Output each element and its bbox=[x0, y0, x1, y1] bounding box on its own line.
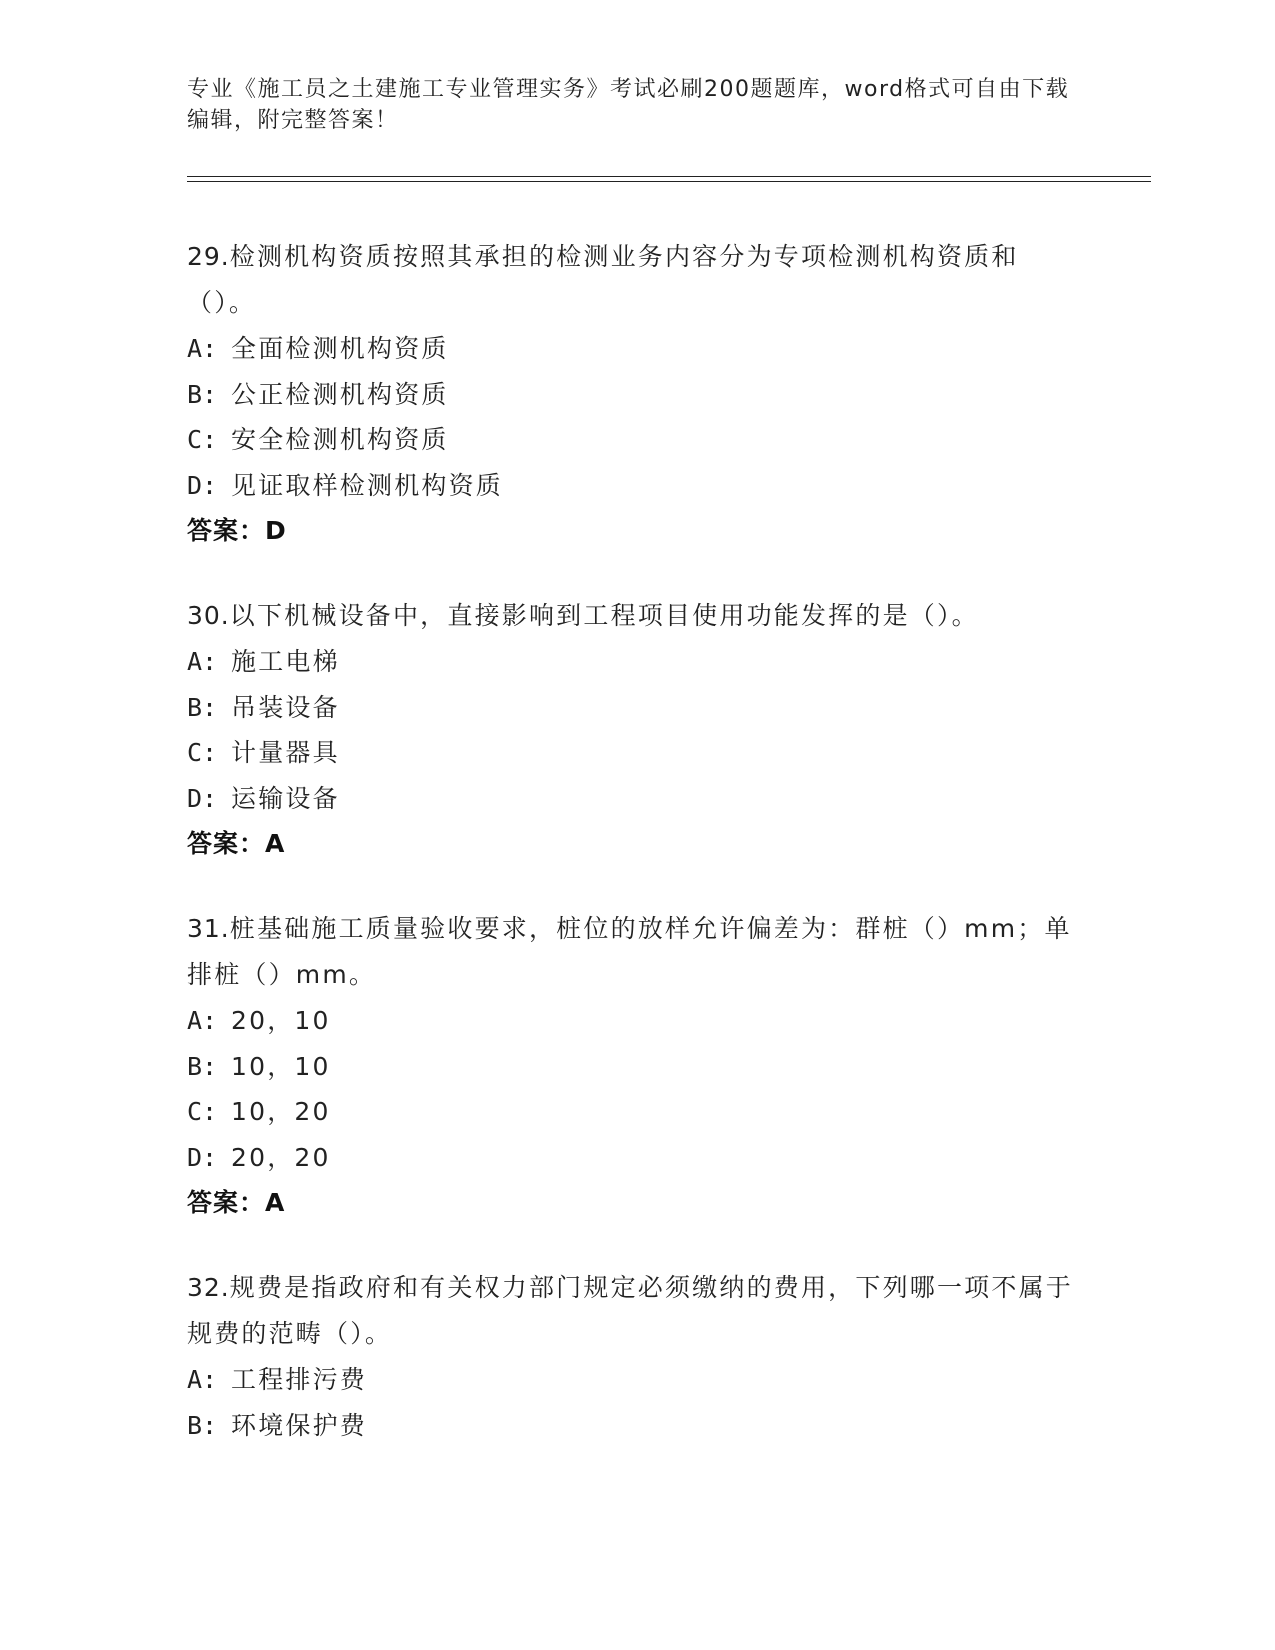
option-letter: C: bbox=[187, 1097, 218, 1126]
option-a bbox=[187, 998, 1087, 1044]
option-text: 吊装设备 bbox=[231, 692, 340, 722]
option-text: 环境保护费 bbox=[231, 1410, 368, 1440]
question-number: 31. bbox=[187, 914, 230, 943]
option-a bbox=[187, 326, 1087, 372]
option-text: 计量器具 bbox=[231, 738, 340, 767]
header-divider-bottom bbox=[187, 181, 1151, 182]
option-text: 20，10 bbox=[231, 1006, 331, 1035]
question-30 bbox=[187, 593, 1087, 867]
option-c bbox=[187, 1089, 1087, 1135]
question-text: 以下机械设备中，直接影响到工程项目使用功能发挥的是（）。 bbox=[229, 601, 979, 630]
option-letter: A: bbox=[187, 334, 218, 363]
answer-line: 答案：A bbox=[187, 829, 286, 858]
option-letter: B: bbox=[187, 692, 218, 722]
question-29 bbox=[187, 234, 1087, 554]
option-letter: D: bbox=[187, 1142, 218, 1172]
answer-line: 答案：D bbox=[187, 516, 287, 545]
option-text: 全面检测机构资质 bbox=[231, 334, 449, 363]
option-a bbox=[187, 639, 1087, 685]
option-b bbox=[187, 1403, 1087, 1449]
option-d bbox=[187, 463, 1087, 509]
option-a bbox=[187, 1357, 1087, 1403]
option-letter: B: bbox=[187, 379, 218, 409]
question-number: 29. bbox=[187, 242, 230, 271]
option-letter: A: bbox=[187, 1006, 218, 1035]
option-c bbox=[187, 417, 1087, 463]
question-31 bbox=[187, 906, 1087, 1226]
question-number: 30. bbox=[187, 601, 230, 630]
option-text: 10，10 bbox=[231, 1051, 331, 1081]
option-letter: C: bbox=[187, 425, 218, 454]
option-d bbox=[187, 1135, 1087, 1181]
option-b bbox=[187, 685, 1087, 731]
question-text: 检测机构资质按照其承担的检测业务内容分为专项检测机构资质和（）。 bbox=[187, 242, 1019, 317]
question-stem bbox=[187, 234, 1087, 326]
option-letter: B: bbox=[187, 1051, 218, 1081]
option-c bbox=[187, 730, 1087, 776]
option-text: 运输设备 bbox=[231, 783, 340, 813]
option-letter: A: bbox=[187, 1365, 218, 1394]
option-b bbox=[187, 1044, 1087, 1090]
question-stem bbox=[187, 1265, 1087, 1357]
option-letter: A: bbox=[187, 647, 218, 676]
question-text: 规费是指政府和有关权力部门规定必须缴纳的费用，下列哪一项不属于规费的范畴（）。 bbox=[187, 1273, 1073, 1348]
header-divider-top bbox=[187, 176, 1151, 177]
answer-line: 答案：A bbox=[187, 1188, 286, 1217]
option-text: 工程排污费 bbox=[231, 1365, 368, 1394]
option-text: 施工电梯 bbox=[231, 647, 340, 676]
question-stem bbox=[187, 906, 1087, 998]
option-letter: B: bbox=[187, 1410, 218, 1440]
option-text: 公正检测机构资质 bbox=[231, 379, 449, 409]
option-text: 见证取样检测机构资质 bbox=[231, 470, 504, 500]
header-intro-text: 专业《施工员之土建施工专业管理实务》考试必刷200题题库，word格式可自由下载编辑，附完整答案！ bbox=[187, 77, 1070, 133]
option-text: 20，20 bbox=[231, 1142, 331, 1172]
question-text: 桩基础施工质量验收要求，桩位的放样允许偏差为：群桩（）mm；单排桩（）mm。 bbox=[187, 914, 1072, 989]
document-header bbox=[187, 74, 1087, 136]
option-d bbox=[187, 776, 1087, 822]
option-text: 安全检测机构资质 bbox=[231, 425, 449, 454]
option-b bbox=[187, 372, 1087, 418]
question-stem bbox=[187, 593, 1087, 639]
question-list bbox=[187, 234, 1087, 1487]
option-letter: C: bbox=[187, 738, 218, 767]
option-letter: D: bbox=[187, 470, 218, 500]
question-32 bbox=[187, 1265, 1087, 1448]
question-number: 32. bbox=[187, 1273, 230, 1302]
option-text: 10，20 bbox=[231, 1097, 331, 1126]
option-letter: D: bbox=[187, 783, 218, 813]
